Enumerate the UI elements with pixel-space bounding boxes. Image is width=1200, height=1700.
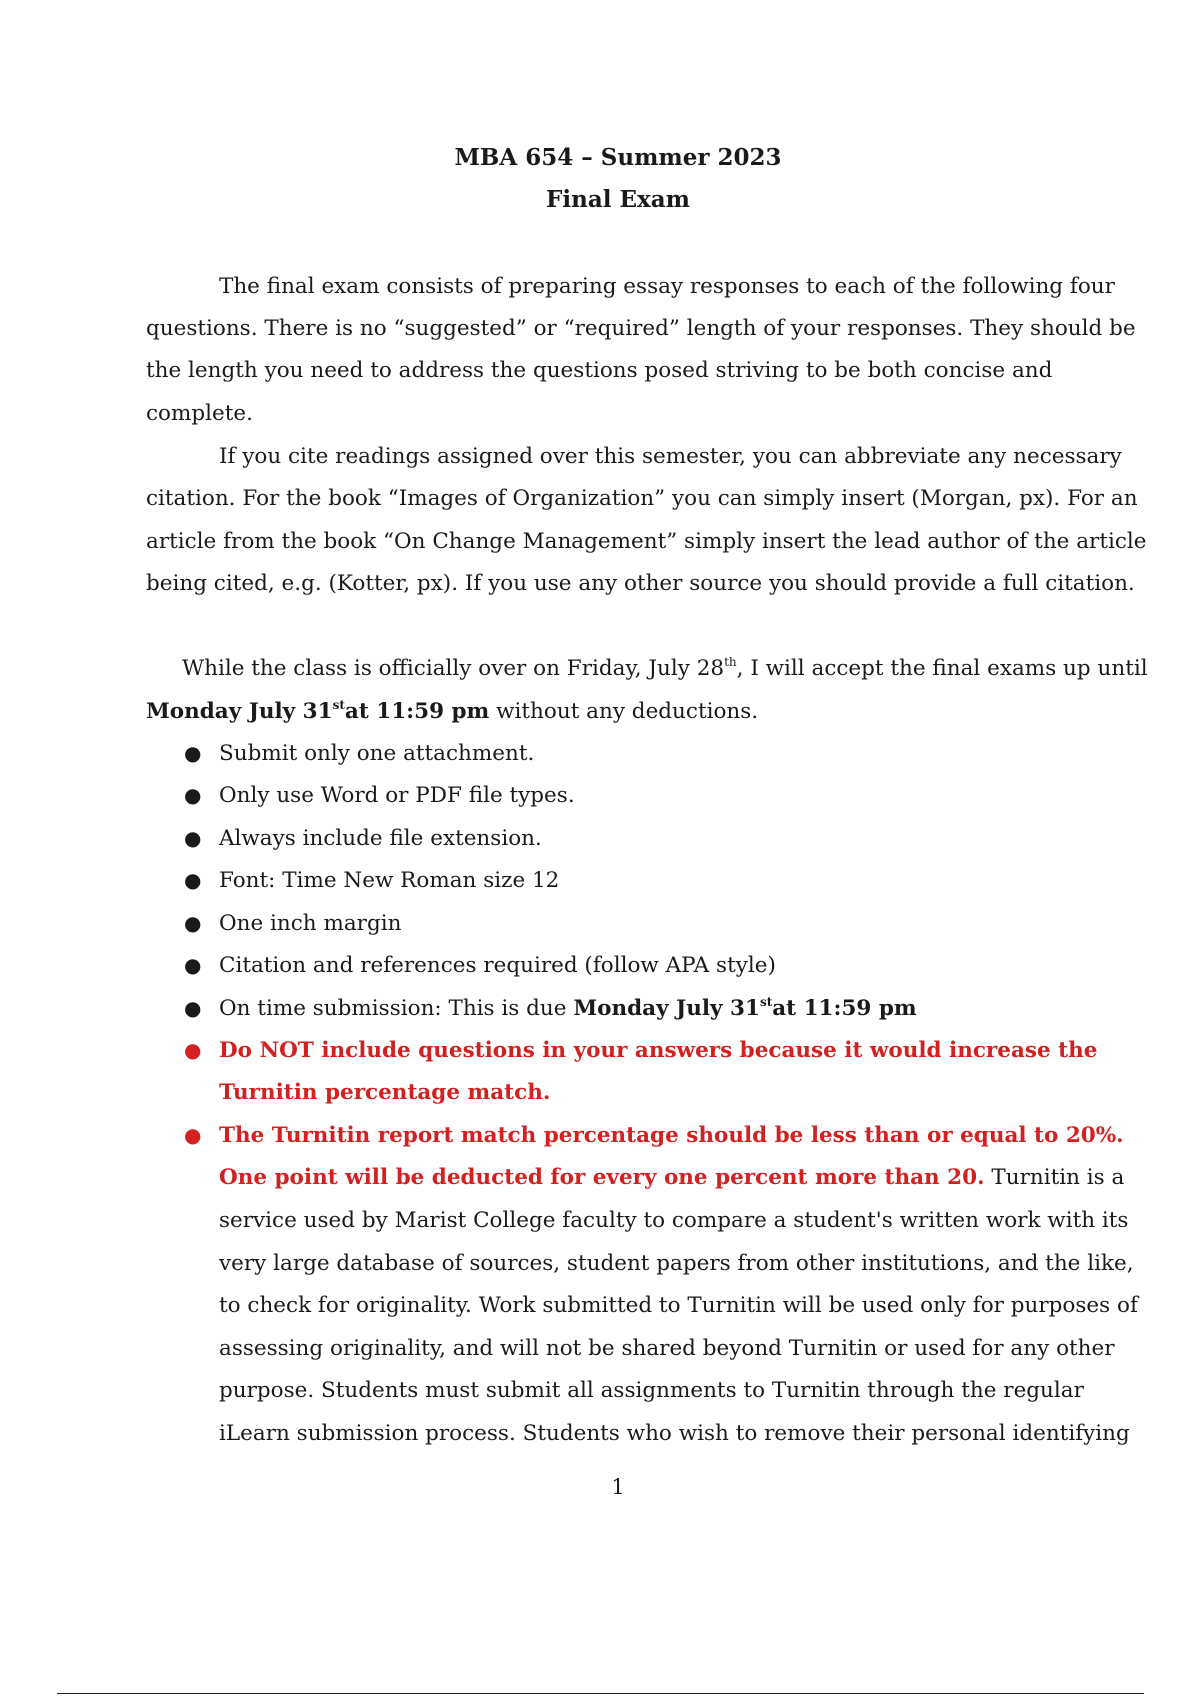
bullet-dot-icon: ● — [184, 783, 202, 807]
deadline-text: , I will accept the final exams up until — [736, 656, 1148, 681]
turnitin-text: service used by Marist College faculty to compare a student's written work with its — [219, 1208, 1129, 1233]
deadline-sup: th — [724, 655, 737, 669]
bullet-text: Submit only one attachment. — [219, 741, 535, 766]
bullet-text: Font: Time New Roman size 12 — [219, 868, 560, 893]
deadline-line-2 — [146, 699, 758, 724]
intro-p2-line: citation. For the book “Images of Organization” you can simply insert (Morgan, px). For an — [146, 486, 1138, 511]
turnitin-line — [219, 1165, 1124, 1190]
warning-text: The Turnitin report match percentage should be less than or equal to 20%. — [219, 1123, 1124, 1148]
intro-p2-line: If you cite readings assigned over this semester, you can abbreviate any necessary — [219, 444, 1122, 469]
bullet-dot-icon: ● — [184, 741, 202, 765]
bullet-text-part: On time submission: This is due — [219, 996, 574, 1021]
intro-p1-line: the length you need to address the questions posed striving to be both concise and — [146, 358, 1053, 383]
bullet-text: Always include file extension. — [219, 826, 542, 851]
course-title: MBA 654 – Summer 2023 — [454, 144, 782, 171]
intro-p2-line: being cited, e.g. (Kotter, px). If you use any other source you should provide a full citation. — [146, 571, 1135, 596]
turnitin-text: to check for originality. Work submitted to Turnitin will be used only for purposes of — [219, 1293, 1138, 1318]
deadline-line-1 — [182, 656, 1148, 681]
intro-p2-line: article from the book “On Change Management” simply insert the lead author of the article — [146, 529, 1147, 554]
bullet-dot-icon: ● — [184, 911, 202, 935]
deadline-text: without any deductions. — [489, 699, 759, 724]
bullet-dot-icon: ● — [184, 826, 202, 850]
due-date: Monday July 31 — [573, 996, 760, 1021]
bullet-text: Only use Word or PDF file types. — [219, 783, 575, 808]
bullet-dot-icon: ● — [184, 996, 202, 1020]
intro-p1-line: complete. — [146, 401, 253, 426]
bullet-text — [219, 996, 917, 1021]
turnitin-text: Turnitin is a — [984, 1165, 1125, 1190]
deadline-time: at 11:59 pm — [344, 699, 490, 724]
turnitin-text: assessing originality, and will not be shared beyond Turnitin or used for any other — [219, 1336, 1115, 1361]
warning-text: Turnitin percentage match. — [219, 1080, 551, 1105]
deadline-date: Monday July 31 — [146, 699, 333, 724]
intro-p1-line: questions. There is no “suggested” or “required” length of your responses. They should be — [146, 316, 1136, 341]
warning-text: One point will be deducted for every one percent more than 20. — [219, 1165, 985, 1190]
exam-title: Final Exam — [546, 186, 690, 213]
page-number: 1 — [611, 1475, 625, 1499]
warning-text: Do NOT include questions in your answers because it would increase the — [219, 1038, 1098, 1063]
page-divider — [57, 1693, 1144, 1694]
bullet-dot-icon: ● — [184, 1038, 202, 1062]
bullet-dot-icon: ● — [184, 1123, 202, 1147]
turnitin-text: very large database of sources, student papers from other institutions, and the like, — [219, 1251, 1134, 1276]
bullet-dot-icon: ● — [184, 868, 202, 892]
intro-p1-line: The final exam consists of preparing essay responses to each of the following four — [219, 274, 1115, 299]
deadline-text: While the class is officially over on Friday, July 28 — [182, 656, 725, 681]
bullet-dot-icon: ● — [184, 953, 202, 977]
turnitin-text: purpose. Students must submit all assignments to Turnitin through the regular — [219, 1378, 1084, 1403]
deadline-sup: st — [332, 698, 345, 712]
turnitin-text: iLearn submission process. Students who wish to remove their personal identifying — [219, 1421, 1130, 1446]
bullet-text: Citation and references required (follow APA style) — [219, 953, 776, 978]
bullet-text: One inch margin — [219, 911, 402, 936]
due-time: at 11:59 pm — [772, 996, 917, 1021]
due-date-sup: st — [759, 995, 773, 1009]
